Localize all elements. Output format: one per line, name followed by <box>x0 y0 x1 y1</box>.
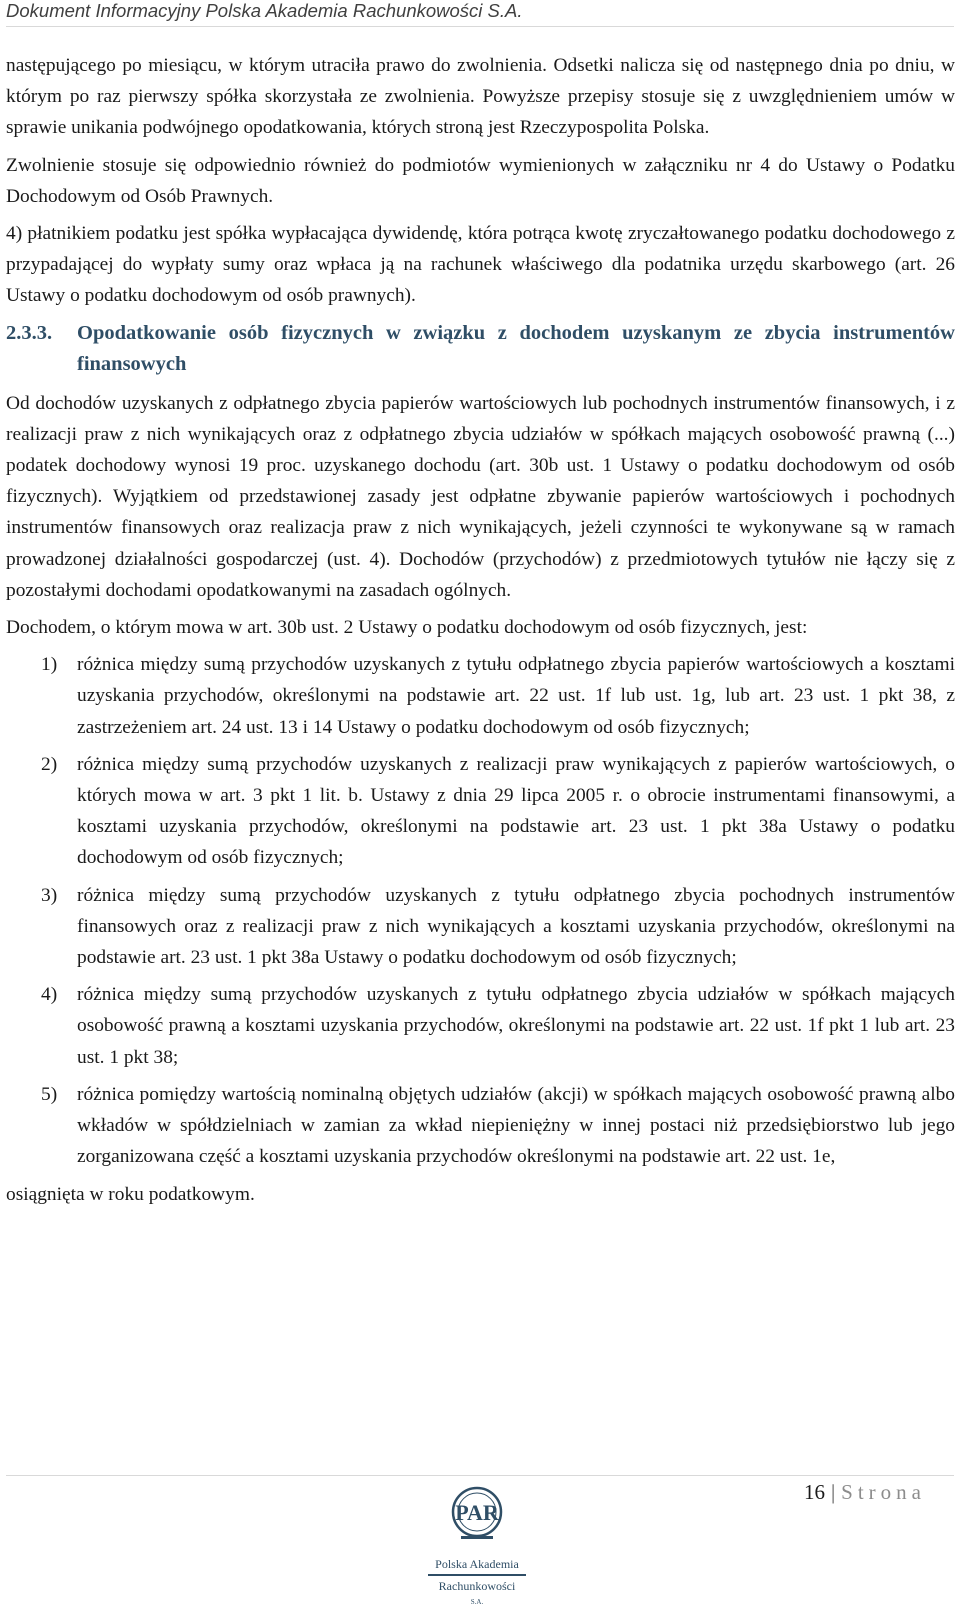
paragraph-payer: 4) płatnikiem podatku jest spółka wypłacająca dywidendę, która potrąca kwotę zryczałtowanego podatku dochodowego z przypadającej do wypłaty sumy oraz wpłaca ją na rachunek właściwego dla podatnika urzędu skarbowego (art. 26 Ustawy o podatku dochodowym od osób prawnych). <box>6 223 955 307</box>
list-item <box>6 880 955 974</box>
page-number-value: 16 <box>803 1480 825 1504</box>
list-item <box>6 1079 955 1173</box>
list-item-text: różnica między sumą przychodów uzyskanych z tytułu odpłatnego zbycia papierów wartościowych a kosztami uzyskania przychodów, określonymi na podstawie art. 22 ust. 1f lub ust. 1g, lub art. 23 ust. 1 pkt 38, z zastrzeżeniem art. 24 ust. 13 i 14 Ustawy o podatku dochodowym od osób fizycznych; <box>77 654 955 738</box>
page-number <box>804 1477 926 1507</box>
document-title: Dokument Informacyjny Polska Akademia Rachunkowości S.A. <box>6 0 523 21</box>
logo-line1: Polska Akademia <box>435 1557 519 1571</box>
list-item-number: 3) <box>41 884 58 906</box>
list-item-text: różnica pomiędzy wartością nominalną objętych udziałów (akcji) w spółkach mających osobowość prawną albo wkładów w spółdzielniach w zamian za wkład niepieniężny w innej postaci niż przedsiębiorstwo lub jego zorganizowana część a kosztami uzyskania przychodów określonymi na podstawie art. 22 ust. 1e, <box>77 1083 955 1168</box>
section-title: Opodatkowanie osób fizycznych w związku z dochodem uzyskanym ze zbycia instrumentów finansowych <box>77 321 955 375</box>
list-item-number: 5) <box>41 1083 58 1105</box>
income-list <box>6 649 955 1172</box>
footer-divider <box>6 1475 954 1476</box>
section-number: 2.3.3. <box>6 321 53 344</box>
list-item-number: 2) <box>41 753 58 775</box>
list-item-text: różnica między sumą przychodów uzyskanych z realizacji praw wynikających z papierów wartościowych, o których mowa w art. 3 pkt 1 lit. b. Ustawy z dnia 29 lipca 2005 r. o obrocie instrumentami finansowymi, a kosztami uzyskania przychodów, określonymi na podstawie art. 23 ust. 1 pkt 38a Ustawy o podatku dochodowym od osób fizycznych; <box>77 753 955 869</box>
logo-monogram: PAR <box>455 1500 499 1525</box>
list-item <box>6 749 955 874</box>
logo-emblem <box>453 1488 501 1539</box>
paragraph-exemption-interest: następującego po miesiącu, w którym utraciła prawo do zwolnienia. Odsetki nalicza się od następnego dnia po dniu, w którym po raz pierwszy spółka skorzystała ze zwolnienia. Powyższe przepisy stosuje się z uwzględnieniem umów w sprawie unikania podwójnego opodatkowania, których stroną jest Rzeczypospolita Polska. <box>6 55 955 139</box>
paragraph-exemption-scope: Zwolnienie stosuje się odpowiednio również do podmiotów wymienionych w załączniku nr 4 do Ustawy o Podatku Dochodowym od Osób Prawnych. <box>6 154 955 207</box>
section-heading <box>6 318 955 380</box>
list-item <box>6 979 955 1073</box>
logo-line3: S.A. <box>470 1598 484 1606</box>
page-header <box>6 0 954 27</box>
logo-rule <box>428 1574 526 1576</box>
page-word: Strona <box>841 1480 926 1504</box>
par-logo-icon <box>422 1484 532 1616</box>
list-item-text: różnica między sumą przychodów uzyskanych z tytułu odpłatnego zbycia pochodnych instrumentów finansowych oraz z realizacji praw z nich wynikających a kosztami uzyskania przychodów, określonymi na podstawie art. 23 ust. 1 pkt 38a Ustawy o podatku dochodowym od osób fizycznych; <box>77 884 955 969</box>
list-item-number: 1) <box>41 654 58 676</box>
paragraph-income-definition: Dochodem, o którym mowa w art. 30b ust. 2 Ustawy o podatku dochodowym od osób fizycznych, jest: <box>6 617 808 639</box>
list-item <box>6 649 955 743</box>
list-item-text: różnica między sumą przychodów uzyskanych z tytułu odpłatnego zbycia udziałów w spółkach mających osobowość prawną a kosztami uzyskania przychodów, określonymi na podstawie art. 22 ust. 1f pkt 1 lub art. 23 ust. 1 pkt 38; <box>77 984 955 1068</box>
logo-line2: Rachunkowości <box>438 1579 516 1593</box>
paragraph-closing: osiągnięta w roku podatkowym. <box>6 1183 255 1205</box>
paragraph-tax-rate: Od dochodów uzyskanych z odpłatnego zbycia papierów wartościowych lub pochodnych instrumentów finansowych, i z realizacji praw z nich wynikających oraz z odpłatnego zbycia udziałów w spółkach mających osobowość prawną (...) podatek dochodowy wynosi 19 proc. uzyskanego dochodu (art. 30b ust. 1 Ustawy o podatku dochodowym od osób fizycznych). Wyjątkiem od przedstawionej zasady jest odpłatne zbywanie papierów wartościowych i pochodnych instrumentów finansowych oraz realizacja praw z nich wynikających, jeżeli czynności te wykonywane są w ramach prowadzonej działalności gospodarczej (ust. 4). Dochodów (przychodów) z przedmiotowych tytułów nie łączy się z pozostałymi dochodami opodatkowanymi na zasadach ogólnych. <box>6 392 955 601</box>
document-body <box>6 50 955 1216</box>
list-item-number: 4) <box>41 984 58 1006</box>
page-number-separator: | <box>830 1480 836 1504</box>
